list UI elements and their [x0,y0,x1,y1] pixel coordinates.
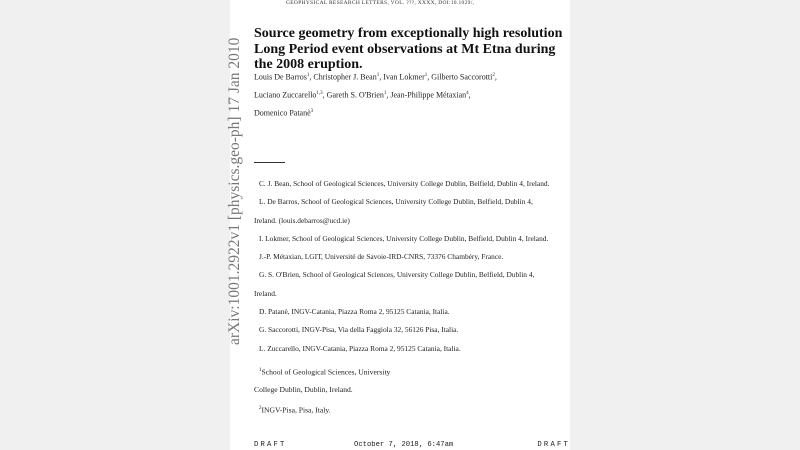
footnote-marker: 1 [259,368,262,373]
draft-date: October 7, 2018, 6:47am [354,441,454,449]
draft-label-left: DRAFT [254,441,287,449]
affiliation-line: Ireland. [254,288,277,298]
affiliation-line: G. S. O'Brien, School of Geological Sciences, University College Dublin, Belfield, Dublin 4, [259,270,535,280]
affiliation-line: L. De Barros, School of Geological Sciences, University College Dublin, Belfield, Dublin 4, [259,197,533,207]
author-line-2 [254,89,570,107]
affiliation-line: L. Zuccarello, INGV-Catania, Piazza Roma 2, 95125 Catania, Italia. [259,343,461,353]
footnote-1-line-1 [254,366,570,385]
affiliation-line: Ireland. (louis.debarros@ucd.ie) [254,215,350,225]
affiliation-superscript: 4 [466,91,469,96]
footnote-marker: 2 [259,406,262,411]
affiliation-line: G. Saccorotti, INGV-Pisa, Via della Faggiola 32, 56126 Pisa, Italia. [259,325,459,335]
running-header: GEOPHYSICAL RESEARCH LETTERS, VOL. ???, XXXX, DOI:10.1029/, [286,0,475,6]
affiliation-line: I. Lokmer, School of Geological Sciences, University College Dublin, Belfield, Dublin 4, Ireland. [259,233,549,243]
author-name: , Jean-Philippe Métaxian [386,90,467,100]
author-list [254,71,570,125]
author-name: , Gilberto Saccorotti [427,72,493,82]
arxiv-identifier-stamp: arXiv:1001.2922v1 [physics.geo-ph] 17 Jan 2010 [226,37,243,345]
affiliation-superscript: 1 [424,73,428,78]
author-line-1 [254,71,570,89]
footnote-text: INGV-Pisa, Pisa, Italy. [261,405,331,415]
affiliation-line: C. J. Bean, School of Geological Sciences, University College Dublin, Belfield, Dublin 4, Ireland. [259,179,550,188]
affiliation-list [254,179,570,362]
footnotes [254,366,570,423]
affiliation-superscript: 1 [376,73,380,78]
affiliation-superscript: 1 [306,73,310,78]
author-separator: , [468,90,471,100]
section-divider-rule [254,162,285,163]
author-name: , Christopher J. Bean [309,72,377,82]
author-line-3 [254,107,570,125]
draft-footer [254,441,570,450]
affiliation-superscript: 1 [383,91,387,96]
affiliation-line: D. Patanè, INGV-Catania, Piazza Roma 2, 95125 Catania, Italia. [259,307,450,317]
paper-title: Source geometry from exceptionally high resolution Long Period event observations at Mt Etna during the 2008 eruption. [254,26,563,72]
affiliation-superscript: 2 [492,73,495,78]
author-name: , Ivan Lokmer [379,72,425,82]
footnote-2-line-1 [254,404,570,423]
draft-label-right: DRAFT [537,441,570,449]
affiliation-superscript: 3 [310,109,314,114]
footnote-text: School of Geological Sciences, University [261,367,391,377]
affiliation-superscript: 1,3 [316,91,323,96]
affiliation-line: J.-P. Métaxian, LGIT, Université de Savoie-IRD-CNRS, 73376 Chambéry, France. [259,252,504,262]
author-separator: , [494,72,497,82]
footnote-1-line-2: College Dublin, Dublin, Ireland. [254,385,353,394]
author-name: Louis De Barros [254,72,307,82]
author-name: , Gareth S. O'Brien [322,90,384,100]
author-name: Luciano Zuccarello [254,90,317,100]
author-name: Domenico Patanè [254,108,311,118]
